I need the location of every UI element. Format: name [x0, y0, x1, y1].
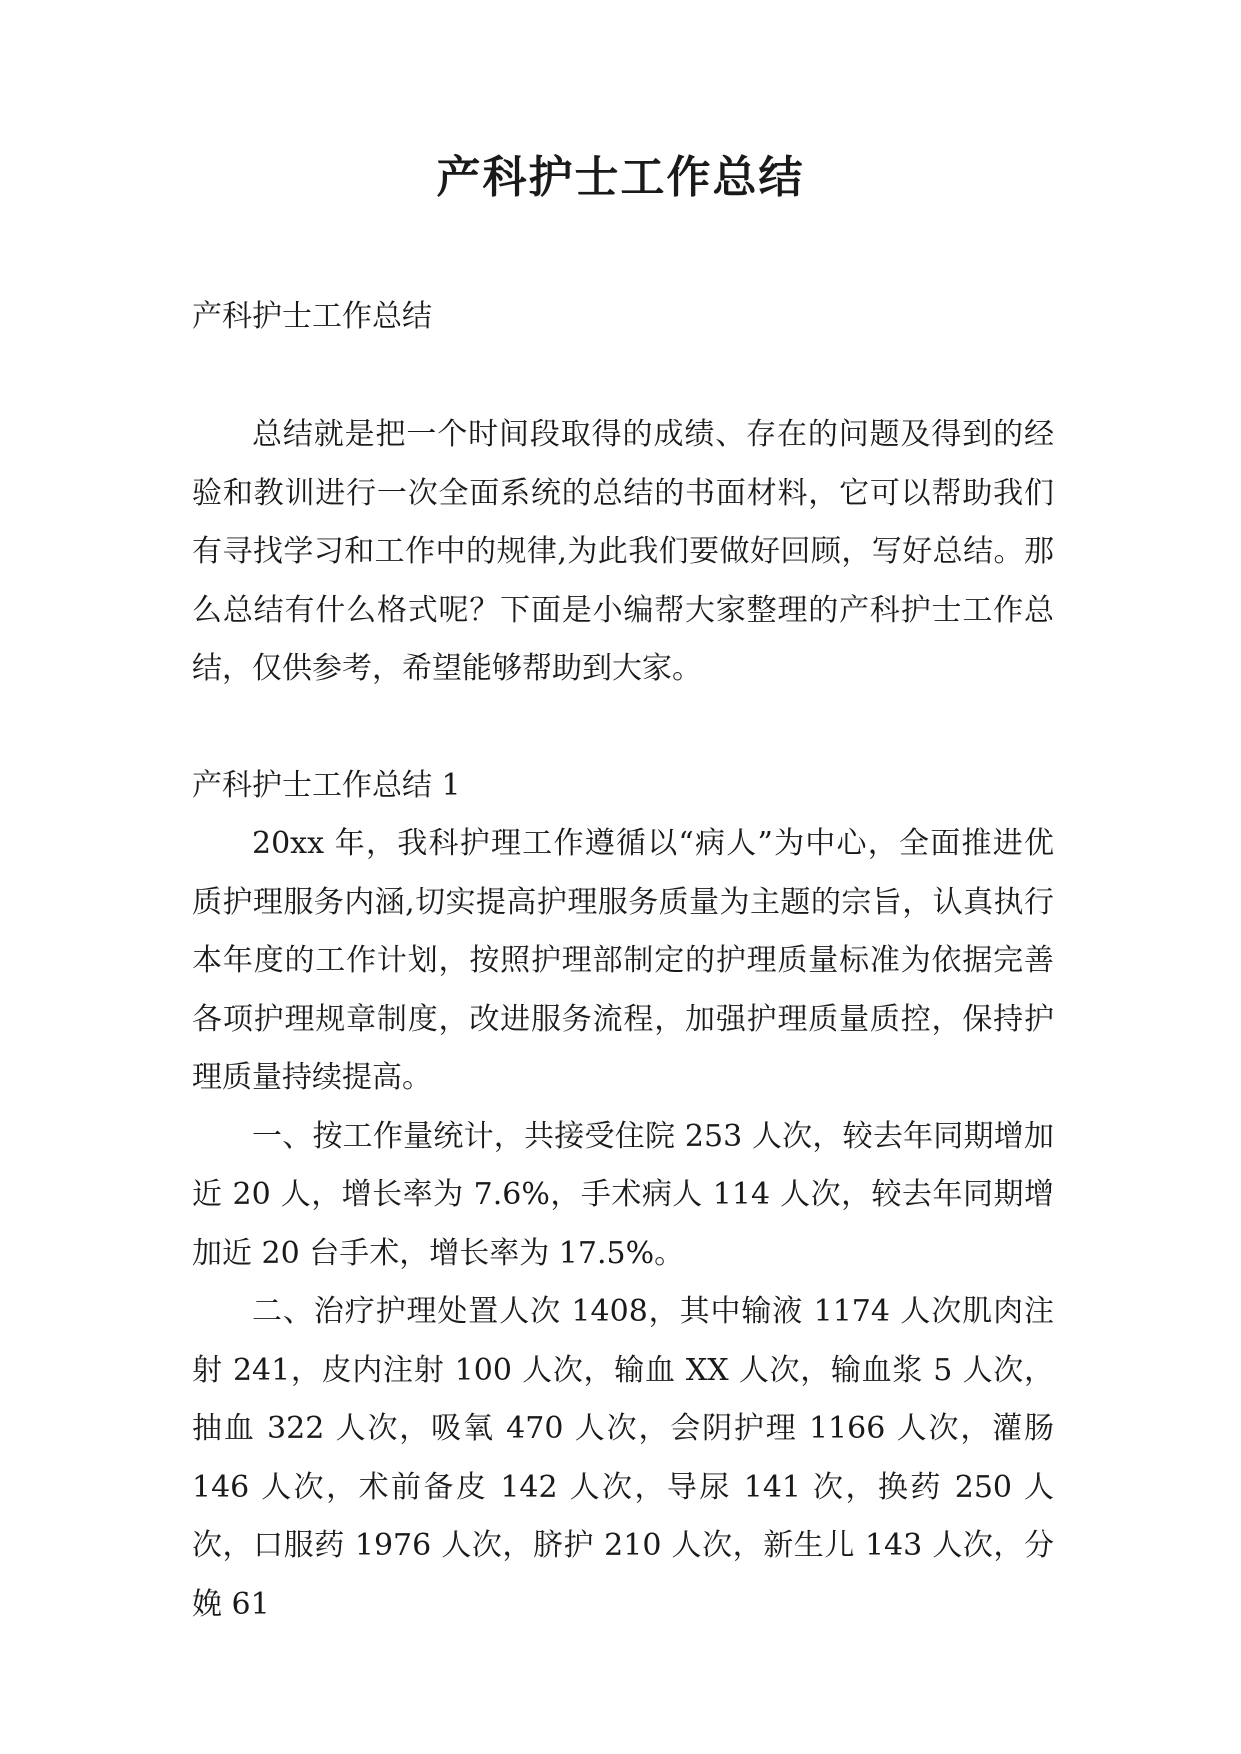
- section-body: [192, 815, 1054, 1634]
- document-title: 产科护士工作总结: [436, 152, 805, 203]
- body-paragraph: 二、治疗护理处置人次 1408，其中输液 1174 人次肌肉注射 241，皮内注射 100 人次，输血 XX 人次，输血浆 5 人次，抽血 322 人次，吸氧 470 人次，会阴护理 1166 人次，灌肠 146 人次，术前备皮 142 人次，导尿 141 次，换药 250 人次，口服药 1976 人次，脐护 210 人次，新生儿 143 人次，分娩 61: [192, 1294, 1054, 1622]
- document-subtitle-block: [192, 288, 1054, 347]
- section-heading-block: [192, 757, 1054, 816]
- document-subtitle: 产科护士工作总结: [192, 299, 432, 334]
- intro-paragraph: 总结就是把一个时间段取得的成绩、存在的问题及得到的经验和教训进行一次全面系统的总结的书面材料，它可以帮助我们有寻找学习和工作中的规律,为此我们要做好回顾，写好总结。那么总结有什么格式呢？下面是小编帮大家整理的产科护士工作总结，仅供参考，希望能够帮助到大家。: [192, 417, 1054, 686]
- intro-block: [192, 406, 1054, 699]
- section-heading: 产科护士工作总结 1: [192, 768, 461, 803]
- body-paragraph: 20xx 年，我科护理工作遵循以“病人”为中心，全面推进优质护理服务内涵,切实提高护理服务质量为主题的宗旨，认真执行本年度的工作计划，按照护理部制定的护理质量标准为依据完善各项护理规章制度，改进服务流程，加强护理质量质控，保持护理质量持续提高。: [192, 826, 1054, 1095]
- body-paragraph: 一、按工作量统计，共接受住院 253 人次，较去年同期增加近 20 人，增长率为 7.6%，手术病人 114 人次，较去年同期增加近 20 台手术，增长率为 17.5%。: [192, 1118, 1054, 1271]
